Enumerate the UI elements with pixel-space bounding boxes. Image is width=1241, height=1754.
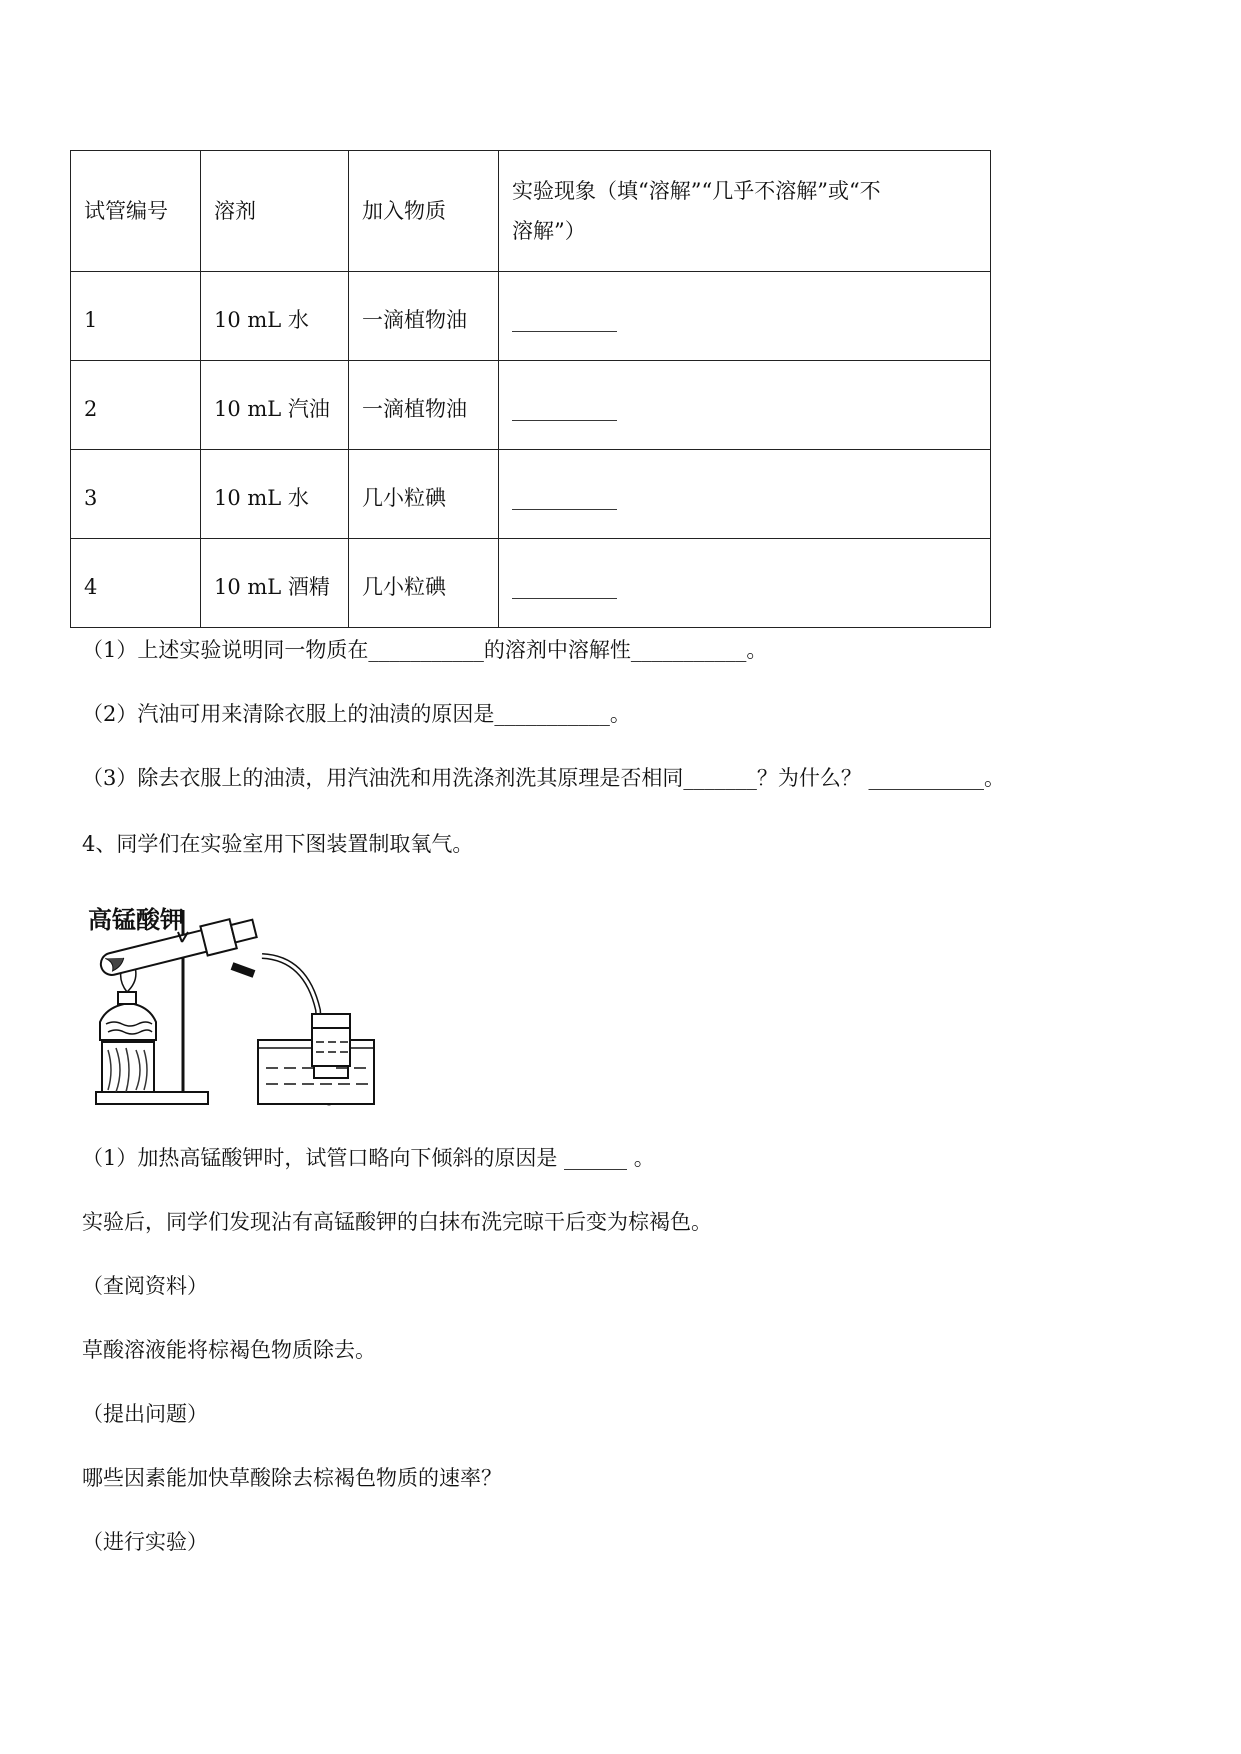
header-tube-number: 试管编号 xyxy=(71,151,201,272)
problem-4-paragraph-3: 哪些因素能加快草酸除去棕褐色物质的速率？ xyxy=(82,1466,502,1490)
header-solvent: 溶剂 xyxy=(201,151,349,272)
header-phenomenon xyxy=(499,151,991,272)
problem-4-title: 4、同学们在实验室用下图装置制取氧气。 xyxy=(82,832,474,856)
cell-solvent: 10 mL 汽油 xyxy=(201,361,349,450)
section-raise-question: （提出问题） xyxy=(82,1402,208,1426)
problem-4-paragraph-2: 草酸溶液能将棕褐色物质除去。 xyxy=(82,1338,376,1362)
section-conduct-experiment: （进行实验） xyxy=(82,1530,208,1554)
stand-base xyxy=(96,1092,208,1104)
cell-result-blank[interactable]: __________ xyxy=(499,272,991,361)
cell-result-blank[interactable]: __________ xyxy=(499,539,991,628)
header-phenomenon-line1: 实验现象（填“溶解”“几乎不溶解”或“不 xyxy=(512,179,881,203)
question-3-1: （1）上述实验说明同一物质在___________的溶剂中溶解性___________。 xyxy=(82,638,768,662)
figure-label: 高锰酸钾 xyxy=(88,906,184,934)
header-added-substance: 加入物质 xyxy=(349,151,499,272)
header-phenomenon-line2: 溶解”） xyxy=(512,219,586,243)
cell-result-blank[interactable]: __________ xyxy=(499,450,991,539)
cell-tube-number: 3 xyxy=(71,450,201,539)
table-row xyxy=(71,450,991,539)
cell-solvent: 10 mL 酒精 xyxy=(201,539,349,628)
cell-substance: 几小粒碘 xyxy=(349,539,499,628)
cell-solvent: 10 mL 水 xyxy=(201,272,349,361)
collecting-bottle xyxy=(312,1014,350,1066)
table-header-row xyxy=(71,151,991,272)
problem-4-paragraph-1: 实验后，同学们发现沾有高锰酸钾的白抹布洗完晾干后变为棕褐色。 xyxy=(82,1210,712,1234)
cell-tube-number: 1 xyxy=(71,272,201,361)
oxygen-apparatus-figure xyxy=(86,900,426,1116)
table-row xyxy=(71,539,991,628)
problem-4-question-1: （1）加热高锰酸钾时，试管口略向下倾斜的原因是 ______ 。 xyxy=(82,1146,655,1170)
cell-substance: 一滴植物油 xyxy=(349,272,499,361)
cell-solvent: 10 mL 水 xyxy=(201,450,349,539)
cell-substance: 几小粒碘 xyxy=(349,450,499,539)
cell-result-blank[interactable]: __________ xyxy=(499,361,991,450)
table-row xyxy=(71,272,991,361)
cell-tube-number: 2 xyxy=(71,361,201,450)
section-look-up-info: （查阅资料） xyxy=(82,1274,208,1298)
table-row xyxy=(71,361,991,450)
cell-tube-number: 4 xyxy=(71,539,201,628)
cell-substance: 一滴植物油 xyxy=(349,361,499,450)
experiment-table xyxy=(70,150,991,628)
question-3-2: （2）汽油可用来清除衣服上的油渍的原因是___________。 xyxy=(82,702,631,726)
question-3-3: （3）除去衣服上的油渍，用汽油洗和用洗涤剂洗其原理是否相同_______？为什么？ ___________。 xyxy=(82,766,1006,790)
